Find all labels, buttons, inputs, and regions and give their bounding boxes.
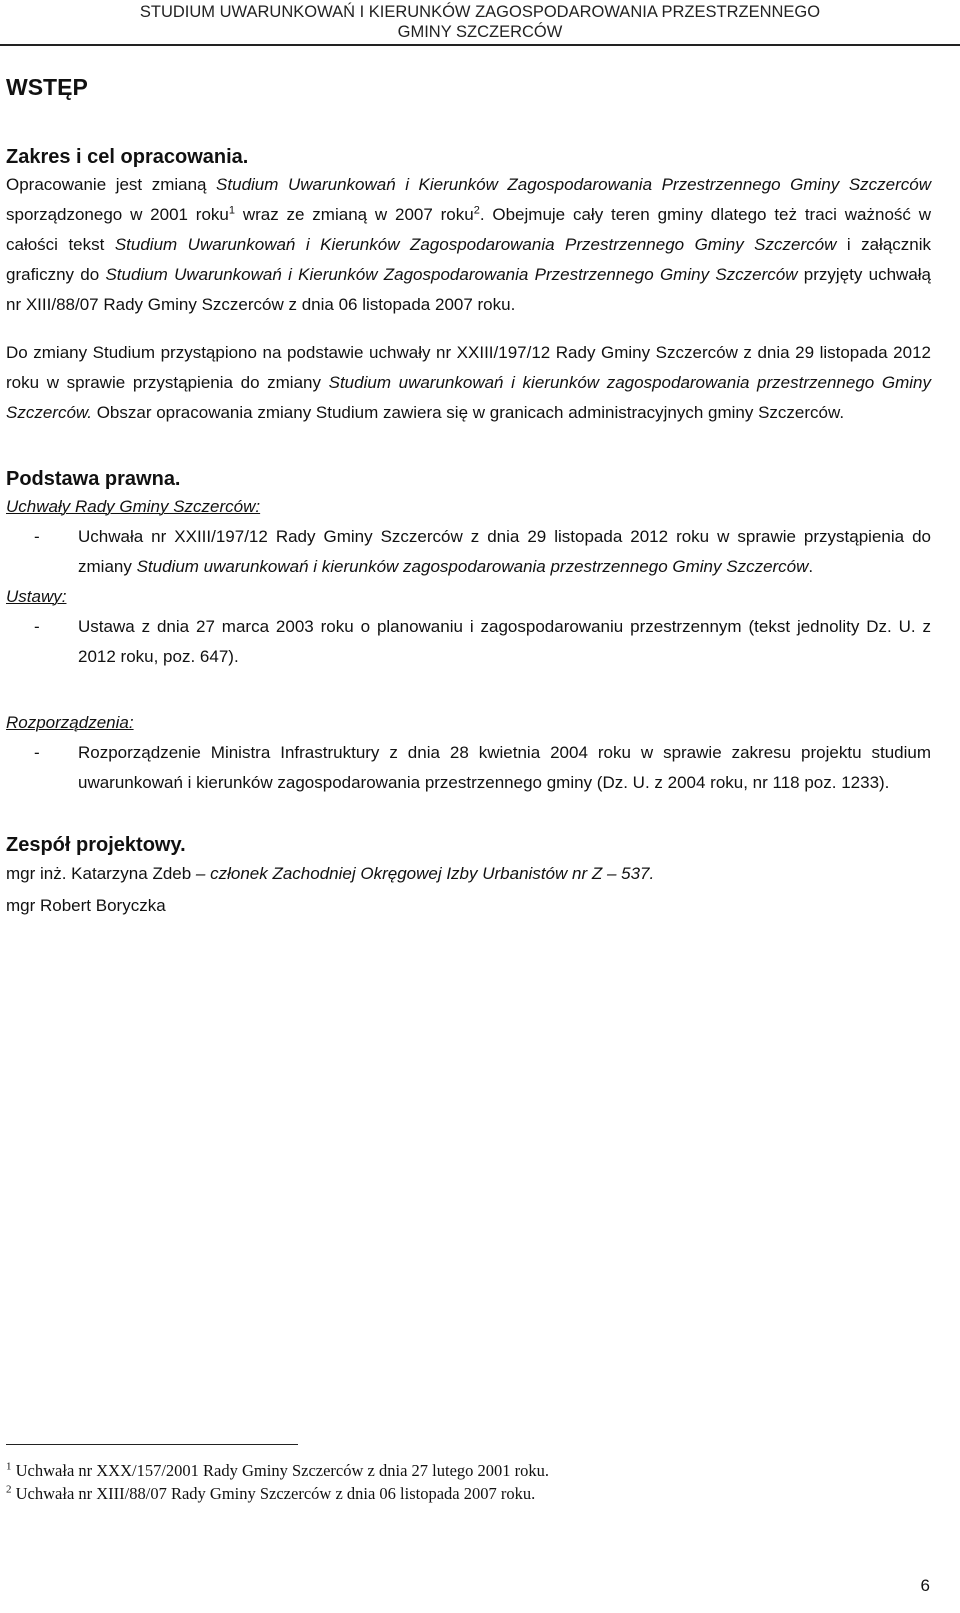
footnote-separator [6,1444,298,1445]
footnote-ref-2[interactable]: 2 [473,204,480,217]
label-acts: Ustawy: [6,587,67,606]
footnotes [6,1459,906,1505]
page-number: 6 [920,1576,930,1595]
footnote-ref-1[interactable]: 1 [228,204,235,217]
list-dash: - [34,743,40,762]
header-line-1: STUDIUM UWARUNKOWAŃ I KIERUNKÓW ZAGOSPODAROWANIA PRZESTRZENNEGO [139,3,821,21]
section-heading-legal-basis: Podstawa prawna. [6,468,181,490]
legal-item-act: - Ustawa z dnia 27 marca 2003 roku o planowaniu i zagospodarowaniu przestrzennym (tekst jednolity Dz. U. z 2012 roku, poz. 647). [6,612,931,672]
paragraph-scope-1: Opracowanie jest zmianą Studium Uwarunkowań i Kierunków Zagospodarowania Przestrzennego Gminy Szczerców sporządzonego w 2001 roku$^1$ wraz ze zmianą w 2007 roku$^2$. Obejmuje cały teren gminy dlatego też traci ważność w całości tekst Studium Uwarunkowań i Kierunków Zagospodarowania Przestrzennego Gminy Szczerców i załącznik graficzny do Studium Uwarunkowań i Kierunków Zagospodarowania Przestrzennego Gminy Szczerców przyjęty uchwałą nr XIII/88/07 Rady Gminy Szczerców z dnia 06 listopada 2007 roku. [6,175,932,314]
label-regulations: Rozporządzenia: [6,713,134,732]
main-content [6,72,931,922]
paragraph-scope-2: Do zmiany Studium przystąpiono na podstawie uchwały nr XXIII/197/12 Rady Gminy Szczerców z dnia 29 listopada 2012 roku w sprawie przystąpienia do zmiany Studium uwarunkowań i kierunków zagospodarowania przestrzennego Gminy Szczerców. Obszar opracowania zmiany Studium zawiera się w granicach administracyjnych gminy Szczerców. [6,343,931,422]
list-dash: - [34,527,40,546]
running-header [0,2,960,42]
team-member-1: mgr inż. Katarzyna Zdeb – członek Zachodniej Okręgowej Izby Urbanistów nr Z – 537. [6,864,655,883]
section-heading-team: Zespół projektowy. [6,834,186,856]
team-member-2: mgr Robert Boryczka [6,896,166,915]
list-dash: - [34,617,40,636]
footnote-1: $^1$ Uchwała nr XXX/157/2001 Rady Gminy Szczerców z dnia 27 lutego 2001 roku. [6,1460,550,1480]
page-title: WSTĘP [6,74,88,100]
section-heading-scope: Zakres i cel opracowania. [6,146,249,168]
header-rule [0,44,960,46]
legal-item-regulation: - Rozporządzenie Ministra Infrastruktury z dnia 28 kwietnia 2004 roku w sprawie zakresu projektu studium uwarunkowań i kierunków zagospodarowania przestrzennego gminy (Dz. U. z 2004 roku, nr 118 poz. 1233). [6,738,931,798]
label-resolutions: Uchwały Rady Gminy Szczerców: [6,497,261,516]
footnote-2: $^2$ Uchwała nr XIII/88/07 Rady Gminy Szczerców z dnia 06 listopada 2007 roku. [6,1483,536,1503]
legal-item-resolution: - Uchwała nr XXIII/197/12 Rady Gminy Szczerców z dnia 29 listopada 2012 roku w sprawie przystąpienia do zmiany Studium uwarunkowań i kierunków zagospodarowania przestrzennego Gminy Szczerców. [6,522,931,582]
header-line-2: GMINY SZCZERCÓW [397,23,563,41]
